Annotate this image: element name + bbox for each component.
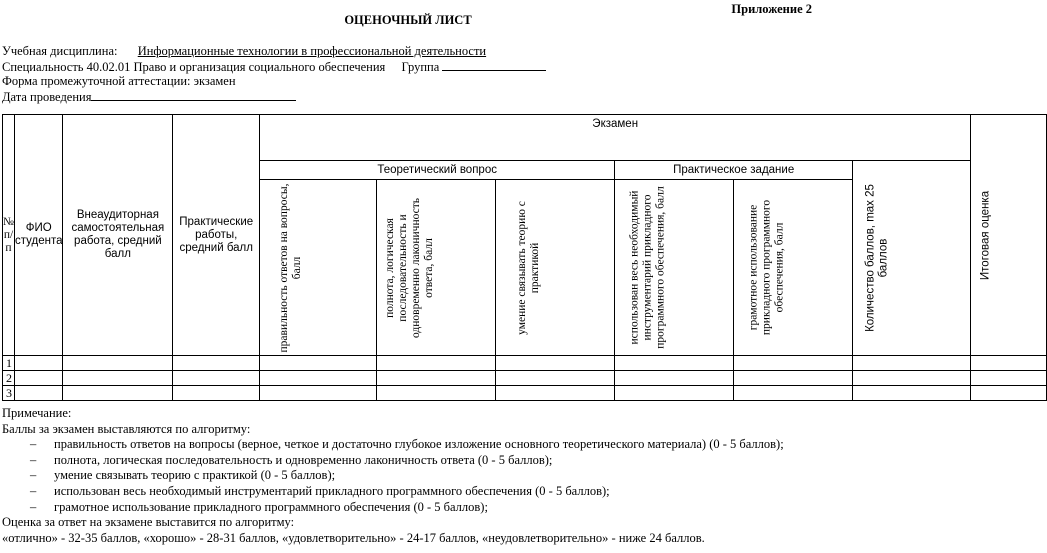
criterion-4-header — [615, 180, 734, 356]
table-cell[interactable] — [496, 386, 615, 401]
table-cell[interactable] — [377, 371, 496, 386]
criterion-2-header — [377, 180, 496, 356]
table-cell[interactable] — [496, 371, 615, 386]
independent-work-text: Внеаудиторная самостоятельная работа, средний балл — [71, 209, 165, 260]
table-cell[interactable] — [260, 386, 377, 401]
table-cell[interactable] — [173, 356, 260, 371]
final-grade-header — [971, 115, 1047, 356]
specialty-text: Специальность 40.02.01 Право и организация социального обеспечения — [2, 60, 386, 74]
table-cell[interactable] — [14, 356, 63, 371]
grade-intro: Оценка за ответ на экзамене выставится по алгоритму: — [2, 515, 295, 530]
notes-section — [2, 406, 784, 546]
list-item-text: использован весь необходимый инструментарий прикладного программного обеспечения (0 - 5 баллов); — [54, 483, 610, 498]
table-row — [3, 386, 1047, 401]
list-item-text: грамотное использование прикладного программного обеспечения (0 - 5 баллов); — [54, 499, 488, 514]
grade-scale: «отлично» - 32-35 баллов, «хорошо» - 28-31 баллов, «удовлетворительно» - 24-17 баллов, «неудовлетворительно» - ниже 24 баллов. — [2, 530, 705, 545]
table-cell[interactable] — [615, 356, 734, 371]
list-item — [2, 468, 784, 484]
table-cell[interactable] — [173, 386, 260, 401]
table-cell[interactable] — [971, 356, 1047, 371]
date-label: Дата проведения — [2, 90, 92, 104]
table-row — [3, 371, 1047, 386]
table-cell[interactable] — [971, 371, 1047, 386]
criterion-4-text: использован весь необходимый инструментарий прикладного программного обеспечения, балл — [628, 186, 667, 349]
table-cell[interactable] — [63, 356, 173, 371]
criterion-3-header — [496, 180, 615, 356]
exam-header: Экзамен — [260, 115, 971, 161]
table-row — [3, 356, 1047, 371]
table-cell[interactable] — [377, 356, 496, 371]
date-blank — [91, 89, 296, 101]
table-cell[interactable] — [853, 356, 971, 371]
criterion-1-text: правильность ответов на вопросы, балл — [278, 183, 304, 352]
date-line — [2, 89, 296, 105]
algorithm-intro: Баллы за экзамен выставляются по алгоритму: — [2, 421, 251, 436]
total-points-header — [853, 161, 971, 356]
dash-bullet: – — [30, 483, 37, 498]
criterion-1-header — [260, 180, 377, 356]
row-number: 2 — [3, 371, 15, 386]
practical-work-header — [173, 115, 260, 356]
row-number: 3 — [3, 386, 15, 401]
table-cell[interactable] — [63, 386, 173, 401]
table-cell[interactable] — [14, 371, 63, 386]
page-title: ОЦЕНОЧНЫЙ ЛИСТ — [344, 13, 472, 27]
table-cell[interactable] — [260, 356, 377, 371]
fio-header: ФИО студента — [14, 115, 63, 356]
list-item — [2, 500, 784, 516]
table-cell[interactable] — [260, 371, 377, 386]
list-item-text: правильность ответов на вопросы (верное, четкое и достаточно глубокое изложение основного теоретического материала) (0 - 5 баллов); — [54, 437, 784, 452]
dash-bullet: – — [30, 499, 37, 514]
list-item-text: умение связывать теорию с практикой (0 - 5 баллов); — [54, 468, 336, 483]
criterion-2-text: полнота, логическая последовательность и одновременно лаконичность ответа, балл — [384, 197, 436, 338]
table-cell[interactable] — [14, 386, 63, 401]
total-points-text: Количество баллов, max 25 баллов — [864, 184, 890, 332]
list-item — [2, 484, 784, 500]
list-item-text: полнота, логическая последовательность и одновременно лаконичность ответа (0 - 5 баллов); — [54, 452, 553, 467]
dash-bullet: – — [30, 468, 37, 483]
row-number: 1 — [3, 356, 15, 371]
table-cell[interactable] — [615, 386, 734, 401]
group-label: Группа — [401, 60, 440, 74]
criterion-5-header — [734, 180, 853, 356]
table-cell[interactable] — [734, 356, 853, 371]
table-cell[interactable] — [615, 371, 734, 386]
num-header: № п/п — [3, 115, 15, 356]
list-item — [2, 437, 784, 453]
table-cell[interactable] — [853, 386, 971, 401]
table-cell[interactable] — [377, 386, 496, 401]
table-cell[interactable] — [971, 386, 1047, 401]
table-cell[interactable] — [734, 386, 853, 401]
dash-bullet: – — [30, 437, 37, 452]
specialty-line — [2, 59, 546, 75]
table-cell[interactable] — [173, 371, 260, 386]
discipline-value: Информационные технологии в профессиональной деятельности — [137, 44, 487, 58]
group-blank — [442, 59, 546, 71]
attestation-line: Форма промежуточной аттестации: экзамен — [2, 74, 236, 88]
dash-bullet: – — [30, 452, 37, 467]
final-grade-text: Итоговая оценка — [979, 190, 992, 280]
criterion-5-text: грамотное использование прикладного программного обеспечения, балл — [747, 199, 786, 336]
independent-work-header — [63, 115, 173, 356]
practice-header: Практическое задание — [615, 161, 853, 180]
table-cell[interactable] — [734, 371, 853, 386]
notes-heading: Примечание: — [2, 406, 72, 420]
table-cell[interactable] — [496, 356, 615, 371]
theory-header: Теоретический вопрос — [260, 161, 615, 180]
table-cell[interactable] — [853, 371, 971, 386]
criterion-3-text: умение связывать теорию с практикой — [516, 200, 542, 335]
practical-work-text: Практические работы, средний балл — [179, 215, 254, 254]
list-item — [2, 453, 784, 469]
discipline-label: Учебная дисциплина: — [2, 44, 118, 58]
discipline-line — [2, 44, 486, 59]
assessment-table — [2, 114, 1047, 401]
appendix-label: Приложение 2 — [731, 2, 812, 16]
table-cell[interactable] — [63, 371, 173, 386]
